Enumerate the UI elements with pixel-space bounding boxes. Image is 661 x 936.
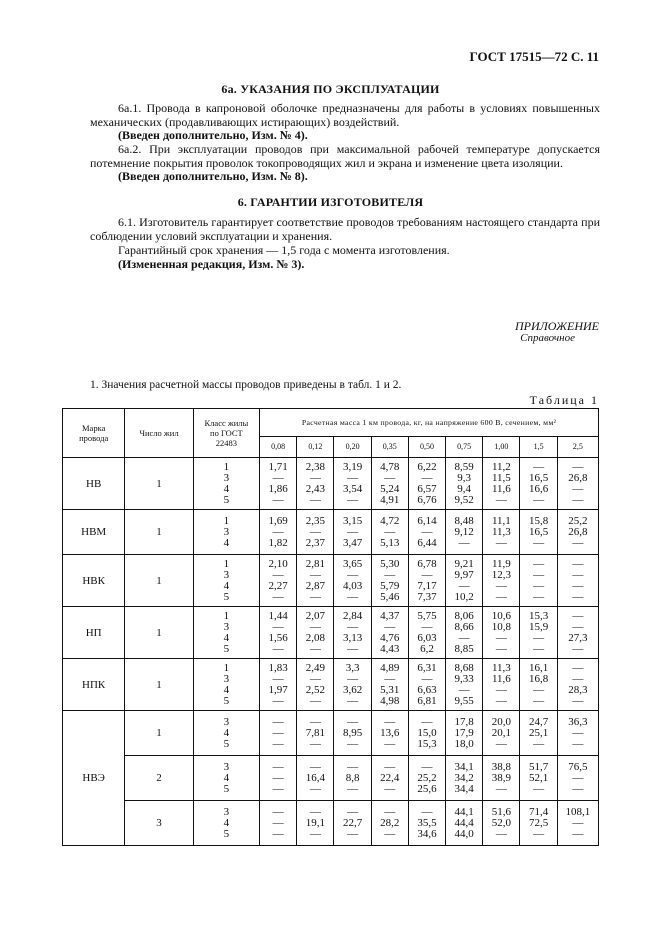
cell-value: 51,7 52,1 — xyxy=(520,756,557,801)
section-6-paragraph-2: Гарантийный срок хранения — 1,5 года с момента изготовления. xyxy=(118,243,450,257)
cell-value: 6,31 — 6,63 6,81 xyxy=(408,659,445,711)
header-section: 2,5 xyxy=(557,437,598,458)
cell-value: 4,37 — 4,76 4,43 xyxy=(371,607,408,659)
cell-value: 2,38 — 2,43 — xyxy=(297,458,334,510)
cell-cores: 1 xyxy=(125,510,193,555)
cell-value: 3,3 — 3,62 — xyxy=(334,659,371,711)
cell-value: 9,21 9,97 — 10,2 xyxy=(446,555,483,607)
table-row xyxy=(63,510,599,555)
cell-value: 8,06 8,66 — 8,85 xyxy=(446,607,483,659)
cell-value: 2,49 — 2,52 — xyxy=(297,659,334,711)
cell-cores: 1 xyxy=(125,458,193,510)
cell-value: 11,3 11,6 — — xyxy=(483,659,520,711)
cell-value: 4,72 — 5,13 xyxy=(371,510,408,555)
cell-value: — 19,1 — xyxy=(297,801,334,846)
cell-value: 11,2 11,5 11,6 — xyxy=(483,458,520,510)
header-section: 1,5 xyxy=(520,437,557,458)
cell-value: 5,30 — 5,79 5,46 xyxy=(371,555,408,607)
cell-value: 1,71 — 1,86 — xyxy=(260,458,297,510)
cell-value: — 13,6 — xyxy=(371,711,408,756)
cell-value: — — — xyxy=(260,711,297,756)
mass-table xyxy=(62,408,599,846)
cell-value: 76,5 — — xyxy=(557,756,598,801)
header-section: 1,00 xyxy=(483,437,520,458)
cell-value: — 8,8 — xyxy=(334,756,371,801)
cell-value: — 26,8 — — xyxy=(557,458,598,510)
cell-value: 4,78 — 5,24 4,91 xyxy=(371,458,408,510)
header-section: 0,75 xyxy=(446,437,483,458)
cell-value: — 16,4 — xyxy=(297,756,334,801)
cell-value: — — 27,3 — xyxy=(557,607,598,659)
header-section: 0,20 xyxy=(334,437,371,458)
cell-brand: НВ xyxy=(63,458,125,510)
cell-value: 2,35 — 2,37 xyxy=(297,510,334,555)
section-6a-note-1: (Введен дополнительно, Изм. № 4). xyxy=(118,128,308,142)
cell-value: 51,6 52,0 — xyxy=(483,801,520,846)
table-intro: 1. Значения расчетной массы проводов приведены в табл. 1 и 2. xyxy=(90,379,402,391)
cell-cores: 1 xyxy=(125,555,193,607)
cell-value: — 28,2 — xyxy=(371,801,408,846)
cell-value: 8,48 9,12 — xyxy=(446,510,483,555)
cell-cores: 1 xyxy=(125,659,193,711)
cell-value: 6,14 — 6,44 xyxy=(408,510,445,555)
appendix-title: ПРИЛОЖЕНИЕ xyxy=(515,319,599,333)
section-6a-note-2: (Введен дополнительно, Изм. № 8). xyxy=(118,169,308,183)
cell-class: 1 3 4 xyxy=(193,510,259,555)
table-row xyxy=(63,711,599,756)
cell-cores: 2 xyxy=(125,756,193,801)
header-class: Класс жилы по ГОСТ 22483 xyxy=(193,409,259,458)
section-6-title: 6. ГАРАНТИИ ИЗГОТОВИТЕЛЯ xyxy=(237,195,424,209)
header-section: 0,35 xyxy=(371,437,408,458)
cell-class: 1 3 4 5 xyxy=(193,607,259,659)
cell-value: — — 28,3 — xyxy=(557,659,598,711)
cell-value: 10,6 10,8 — — xyxy=(483,607,520,659)
cell-value: 1,69 — 1,82 xyxy=(260,510,297,555)
cell-value: 36,3 — — xyxy=(557,711,598,756)
cell-brand: НВЭ xyxy=(63,711,125,846)
cell-value: 11,9 12,3 — — xyxy=(483,555,520,607)
table-caption: Таблица 1 xyxy=(529,393,599,407)
cell-value: 6,78 — 7,17 7,37 xyxy=(408,555,445,607)
cell-value: 44,1 44,4 44,0 xyxy=(446,801,483,846)
section-6a-paragraph-2: 6а.2. При эксплуатации проводов при максимальной рабочей температуре допускается потемнение покрытия проволок токопроводящих жил и экрана и изменение цвета изоляции. xyxy=(90,142,600,170)
table-row xyxy=(63,555,599,607)
cell-value: 25,2 26,8 — xyxy=(557,510,598,555)
header-section: 0,12 xyxy=(297,437,334,458)
header-mass: Расчетная масса 1 км провода, кг, на напряжение 600 В, сечением, мм² xyxy=(260,409,599,437)
cell-value: 3,15 — 3,47 xyxy=(334,510,371,555)
cell-value: — 8,95 — xyxy=(334,711,371,756)
cell-value: 2,84 — 3,13 — xyxy=(334,607,371,659)
table-row xyxy=(63,607,599,659)
cell-value: 3,19 — 3,54 — xyxy=(334,458,371,510)
cell-value: 2,07 — 2,08 — xyxy=(297,607,334,659)
cell-value: 8,68 9,33 — 9,55 xyxy=(446,659,483,711)
header-section: 0,08 xyxy=(260,437,297,458)
cell-value: 5,75 — 6,03 6,2 xyxy=(408,607,445,659)
cell-value: 71,4 72,5 — xyxy=(520,801,557,846)
cell-value: 16,1 16,8 — — xyxy=(520,659,557,711)
table-row xyxy=(63,458,599,510)
cell-value: 6,22 — 6,57 6,76 xyxy=(408,458,445,510)
appendix-subtitle: Справочное xyxy=(520,332,575,344)
cell-value: — 25,2 25,6 xyxy=(408,756,445,801)
cell-value: 20,0 20,1 — xyxy=(483,711,520,756)
cell-class: 3 4 5 xyxy=(193,756,259,801)
cell-class: 1 3 4 5 xyxy=(193,458,259,510)
cell-value: — 22,4 — xyxy=(371,756,408,801)
cell-class: 3 4 5 xyxy=(193,801,259,846)
cell-value: 15,8 16,5 — xyxy=(520,510,557,555)
cell-value: 11,1 11,3 — xyxy=(483,510,520,555)
cell-value: 1,44 — 1,56 — xyxy=(260,607,297,659)
cell-value: — — — xyxy=(260,756,297,801)
cell-value: — 22,7 — xyxy=(334,801,371,846)
cell-value: 1,83 — 1,97 — xyxy=(260,659,297,711)
table-row xyxy=(63,659,599,711)
cell-brand: НП xyxy=(63,607,125,659)
cell-value: 2,81 — 2,87 — xyxy=(297,555,334,607)
table-row xyxy=(63,801,599,846)
header-section: 0,50 xyxy=(408,437,445,458)
cell-cores: 3 xyxy=(125,801,193,846)
cell-value: — — — — xyxy=(520,555,557,607)
cell-brand: НВК xyxy=(63,555,125,607)
table-row xyxy=(63,756,599,801)
cell-value: 15,3 15,9 — — xyxy=(520,607,557,659)
cell-value: 34,1 34,2 34,4 xyxy=(446,756,483,801)
cell-value: — 15,0 15,3 xyxy=(408,711,445,756)
cell-value: 17,8 17,9 18,0 xyxy=(446,711,483,756)
cell-value: — — — — xyxy=(557,555,598,607)
cell-class: 1 3 4 5 xyxy=(193,659,259,711)
cell-value: 38,8 38,9 — xyxy=(483,756,520,801)
section-6a-paragraph-1: 6а.1. Провода в капроновой оболочке предназначены для работы в условиях повышенных механических (продавливающих истирающих) воздействий. xyxy=(90,101,600,129)
cell-value: — 16,5 16,6 — xyxy=(520,458,557,510)
cell-value: — — — xyxy=(260,801,297,846)
section-6a-title: 6а. УКАЗАНИЯ ПО ЭКСПЛУАТАЦИИ xyxy=(221,82,440,96)
cell-brand: НВМ xyxy=(63,510,125,555)
section-6-note: (Измененная редакция, Изм. № 3). xyxy=(118,257,305,271)
cell-value: 108,1 — — xyxy=(557,801,598,846)
header-cores: Число жил xyxy=(125,409,193,458)
cell-value: 24,7 25,1 — xyxy=(520,711,557,756)
header-brand: Марка провода xyxy=(63,409,125,458)
cell-value: 8,59 9,3 9,4 9,52 xyxy=(446,458,483,510)
cell-brand: НПК xyxy=(63,659,125,711)
cell-value: — 7,81 — xyxy=(297,711,334,756)
page-header: ГОСТ 17515—72 С. 11 xyxy=(469,49,599,64)
cell-value: 4,89 — 5,31 4,98 xyxy=(371,659,408,711)
section-6-paragraph-1: 6.1. Изготовитель гарантирует соответствие проводов требованиям настоящего стандарта при соблюдении условий эксплуатации и хранения. xyxy=(90,215,600,243)
cell-cores: 1 xyxy=(125,607,193,659)
cell-class: 3 4 5 xyxy=(193,711,259,756)
cell-value: 3,65 — 4,03 — xyxy=(334,555,371,607)
cell-value: 2,10 — 2,27 — xyxy=(260,555,297,607)
cell-class: 1 3 4 5 xyxy=(193,555,259,607)
cell-cores: 1 xyxy=(125,711,193,756)
cell-value: — 35,5 34,6 xyxy=(408,801,445,846)
